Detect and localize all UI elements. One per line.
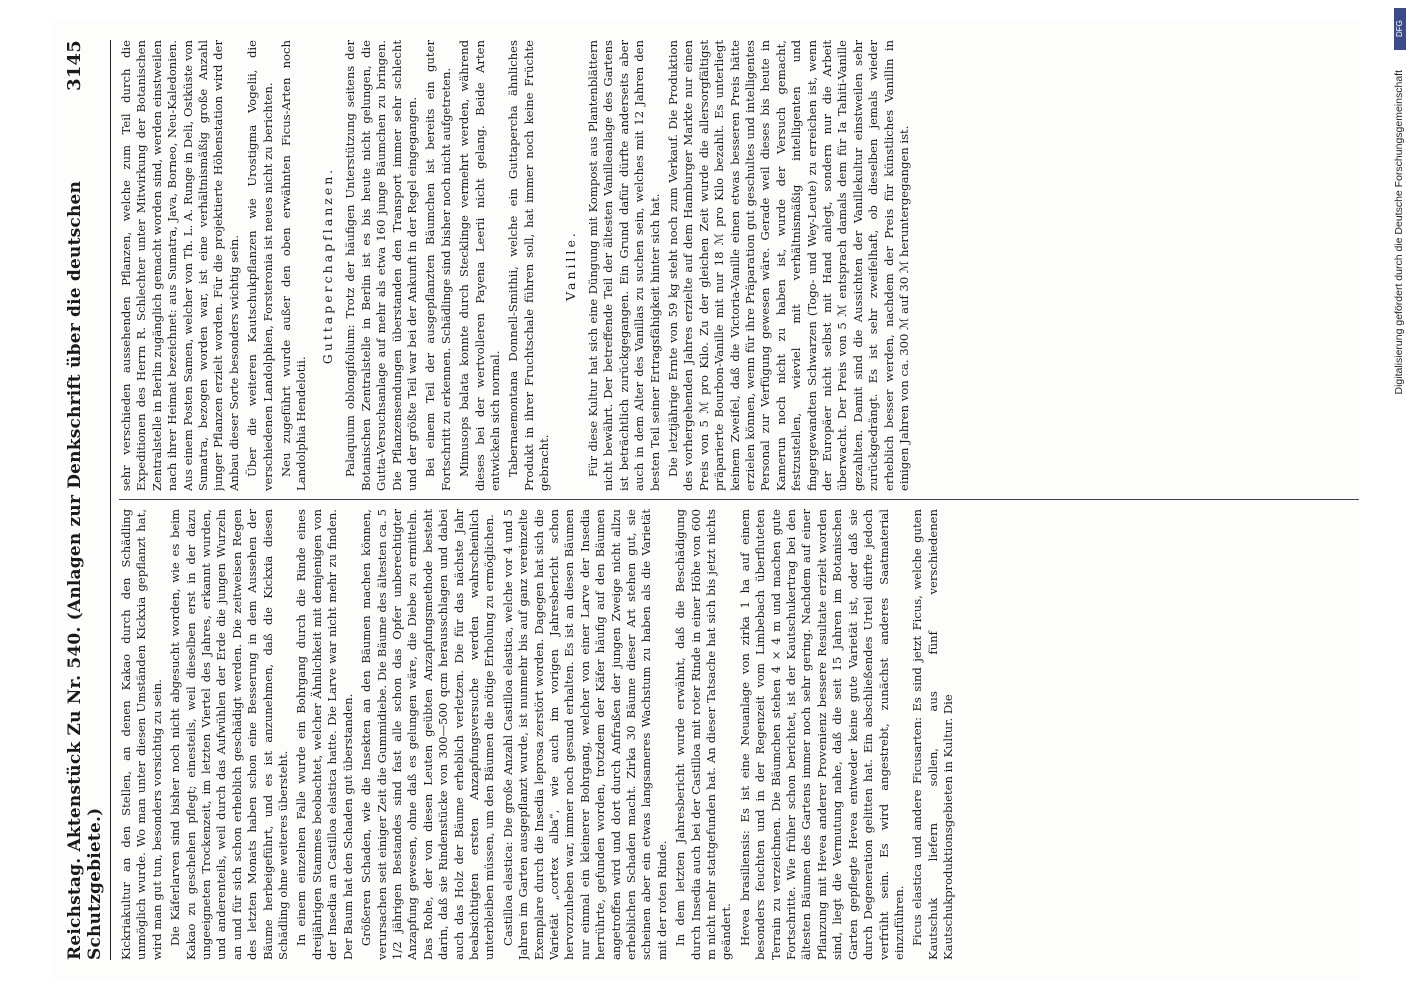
paragraph: Kickriakultur an den Stellen, an denen Kakao durch den Schädling unmöglich wurde. Wo man unter diesen Umständen Kickxia gepflanzt hat, wird man gut tun, besonders vorsichtig zu sein. [119,509,164,960]
paragraph: sehr verschieden aussehenden Pflanzen, welche zum Teil durch die Expeditionen des Herrn R. Schlechter unter Mitwirkung der Botanischen Zentralstelle in Berlin zugänglich gemacht worden sind, werden einstweilen nach ihrer Heimat bezeichnet: aus Sumatra, Java, Borneo, Neu-Kaledonien. Aus einem Posten Samen, welcher von Th. L. A. Runge in Deli, Ostküste von Sumatra, bezogen worden war, ist eine verhältnismäßig große Anzahl junger Pflanzen erzielt worden. Für die projektierte Höhenstation wird der Anbau dieser Sorte besonders wichtig sein. [119,40,241,491]
dfg-logo: DFG [1394,8,1406,50]
page-header [64,40,111,960]
paragraph: Hevea brasiliensis: Es ist eine Neuanlage von zirka 1 ha auf einem besonders feuchten und in der Regenzeit vom Limbebach überfluteten Terrain zu verzeichnen. Die Bäumchen stehen 4 × 4 m und machen gute Fortschritte. Wie früher schon berichtet, ist der Kautschukertrag bei den ältesten Bäumen des Gartens immer noch sehr gering. Nachdem auf einer Pflanzung mit Hevea anderer Provenienz bessere Resultate erzielt worden sind, liegt die Vermutung nahe, daß die seit 15 Jahren im Botanischen Garten gepflegte Hevea entweder keine gute Varietät ist, oder daß sie durch Degeneration gelitten hat. Ein abschließendes Urteil dürfte jedoch verfrüht sein. Es wird angestrebt, zunächst anderes Saatmaterial einzuführen. [737,509,906,960]
left-column [119,509,1359,960]
paragraph: Die letztjährige Ernte von 59 kg steht noch zum Verkauf. Die Produktion des vorhergehenden Jahres erzielte auf dem Hamburger Markte nur einen Preis von 5 ℳ pro Kilo. Zu der gleichen Zeit wurde die allersorgfältigst präparierte Bourbon-Vanille mit nur 18 ℳ pro Kilo bezahlt. Es unterliegt keinem Zweifel, daß die Victoria-Vanille einen etwas besseren Preis hätte erzielen können, wenn für ihre Präparation gut geschultes und intelligentes Personal zur Verfügung gewesen wäre. Gerade weil dieses bis heute in Kamerun noch nicht zu haben ist, wurde der Versuch gemacht, festzustellen, wieviel mit verhältnismäßig intelligenten und fingergewandten Schwarzen (Togo- und Wey-Leute) zu erreichen ist, wenn der Europäer nicht selbst mit Hand anlegt, sondern nur die Arbeit überwacht. Der Preis von 5 ℳ entsprach damals dem für Ia Tahiti-Vanille gezahlten. Damit sind die Aussichten der Vanillekultur einstweilen sehr zurückgedrängt. Es ist sehr zweifelhaft, ob dieselben jemals wieder erheblich besser werden, nachdem der Preis für künstliches Vanillin in einigen Jahren von ca. 300 ℳ auf 30 ℳ heruntergegangen ist. [666,40,912,491]
paragraph: Palaquium oblongifolium: Trotz der häufigen Unterstützung seitens der Botanischen Zentralstelle in Berlin ist es bis heute nicht gelungen, die Gutta-Versuchsanlage auf mehr als etwa 160 junge Bäumchen zu bringen. Die Pflanzensendungen überstanden den Transport immer sehr schlecht und der größte Teil war bei der Ankunft in der Regel eingegangen. [343,40,419,491]
paragraph: Über die weiteren Kautschukpflanzen wie Urostigma Vogelii, die verschiedenen Landolphien, Forsteronia ist neues nicht zu berichten. [245,40,275,491]
section-heading: Guttaperchapflanzen. [319,166,335,365]
paragraph: Für diese Kultur hat sich eine Düngung mit Kompost aus Plantenblättern nicht bewährt. Der betreffende Teil der ältesten Vanilleanlage des Gartens ist beträchtlich zurückgegangen. Ein Grund dafür dürfte anderseits aber auch in dem Alter des Vanillas zu suchen sein, welches mit 12 Jahren den besten Teil seiner Ertragsfähigkeit hinter sich hat. [585,40,662,491]
right-column [119,40,1359,491]
paragraph: In dem letzten Jahresbericht wurde erwähnt, daß die Beschädigung durch Insedia auch bei der Castilloa mit roter Rinde in einer Höhe von 600 m nicht mehr stattgefunden hat. An dieser Tatsache hat sich bis jetzt nichts geändert. [673,509,734,960]
paragraph: Tabernaemontana Donnell-Smithii, welche ein Guttapercha ähnliches Produkt in ihrer Fruchtschale führen soll, hat immer noch keine Früchte gebracht. [506,40,552,491]
section-heading: Vanille. [562,230,578,301]
digitization-note: Digitalisierung gefördert durch die Deutsche Forschungsgemeinschaft [1393,70,1405,395]
paragraph: Die Käferlarven sind bisher noch nicht abgesucht worden, wie es beim Kakao zu geschehen pflegt; einesteils, weil dieselben erst in der dazu ungeeigneten Trockenzeit, im letzten Viertel des Jahres, erkannt wurden, und anderenteils, weil durch das Aufwühlen der Erde die jungen Wurzeln an und für sich schon erheblich geschädigt werden. Die zeitweisen Regen des letzten Monats haben schon eine Besserung in dem Aussehen der Bäume herbeigeführt, und es ist anzunehmen, daß die Kickxia diesen Schädling ohne weiteres übersteht. [168,509,291,960]
paragraph: Ficus elastica und andere Ficusarten: Es sind jetzt Ficus, welche guten Kautschuk liefern sollen, aus fünf verschiedenen Kautschukproduktionsgebieten in Kultur. Die [910,509,956,960]
document-page [50,20,1360,980]
paragraph: Neu zugeführt wurde außer den oben erwähnten Ficus-Arten noch Landolphia Hendelotii. [279,40,309,491]
paragraph: Bei einem Teil der ausgepflanzten Bäumchen ist bereits ein guter Fortschritt zu erkennen. Schädlinge sind bisher noch nicht aufgetreten. [423,40,453,491]
running-title: Reichstag. Aktenstück Zu Nr. 540. (Anlagen zur Denkschrift über die deutschen Schutzgebiete.) [65,180,105,960]
page-number: 3145 [64,40,85,91]
paragraph: Größeren Schaden, wie die Insekten an den Bäumen machen können, verursachen seit einiger Zeit die Gummidiebe. Die Bäume des ältesten ca. 5 1/2 jährigen Bestandes sind fast alle schon das Opfer unberechtigter Anzapfung gewesen, ohne daß es gelungen wäre, die Diebe zu ermitteln. Das Rohe, der von diesen Leuten geübten Anzapfungsmethode besteht darin, daß sie Rindenstücke von 300—500 qcm herausschlagen und dabei auch das Holz der Bäume erheblich verletzen. Die für das nächste Jahr beabsichtigten ersten Anzapfungsversuche werden wahrscheinlich unterbleiben müssen, um den Bäumen die nötige Erholung zu ermöglichen. [359,509,497,960]
paragraph: In einem einzelnen Falle wurde ein Bohrgang durch die Rinde eines dreijährigen Stammes beobachtet, welcher Ähnlichkeit mit demjenigen von der Insedia an Castilloa elastica hatte. Die Larve war nicht mehr zu finden. Der Baum hat den Schaden gut überstanden. [294,509,355,960]
paragraph: Mimusops balata konnte durch Stecklinge vermehrt werden, während dieses bei der wertvolleren Payena Leerii nicht gelang. Beide Arten entwickeln sich normal. [457,40,502,491]
text-columns [119,40,1359,960]
paragraph: Castilloa elastica: Die große Anzahl Castilloa elastica, welche vor 4 und 5 Jahren im Garten ausgepflanzt wurde, ist nunmehr bis auf ganz vereinzelte Exemplare durch die Insedia leprosa zerstört worden. Dagegen hat sich die Varietät „cortex alba“, wie auch im vorigen Jahresbericht schon hervorzuheben war, immer noch gesund erhalten. Es ist an diesen Bäumen nur einmal ein kleinerer Bohrgang, welcher von einer Larve der Insedia herrührte, gefunden worden, trotzdem der Käfer häufig auf den Bäumen angetroffen wird und dort durch Anfraßen der jungen Zweige nicht allzu erheblichen Schaden macht. Zirka 30 Bäume dieser Art stehen gut, sie scheinen aber ein etwas langsameres Wachstum zu haben als die Varietät mit der roten Rinde. [500,509,669,960]
